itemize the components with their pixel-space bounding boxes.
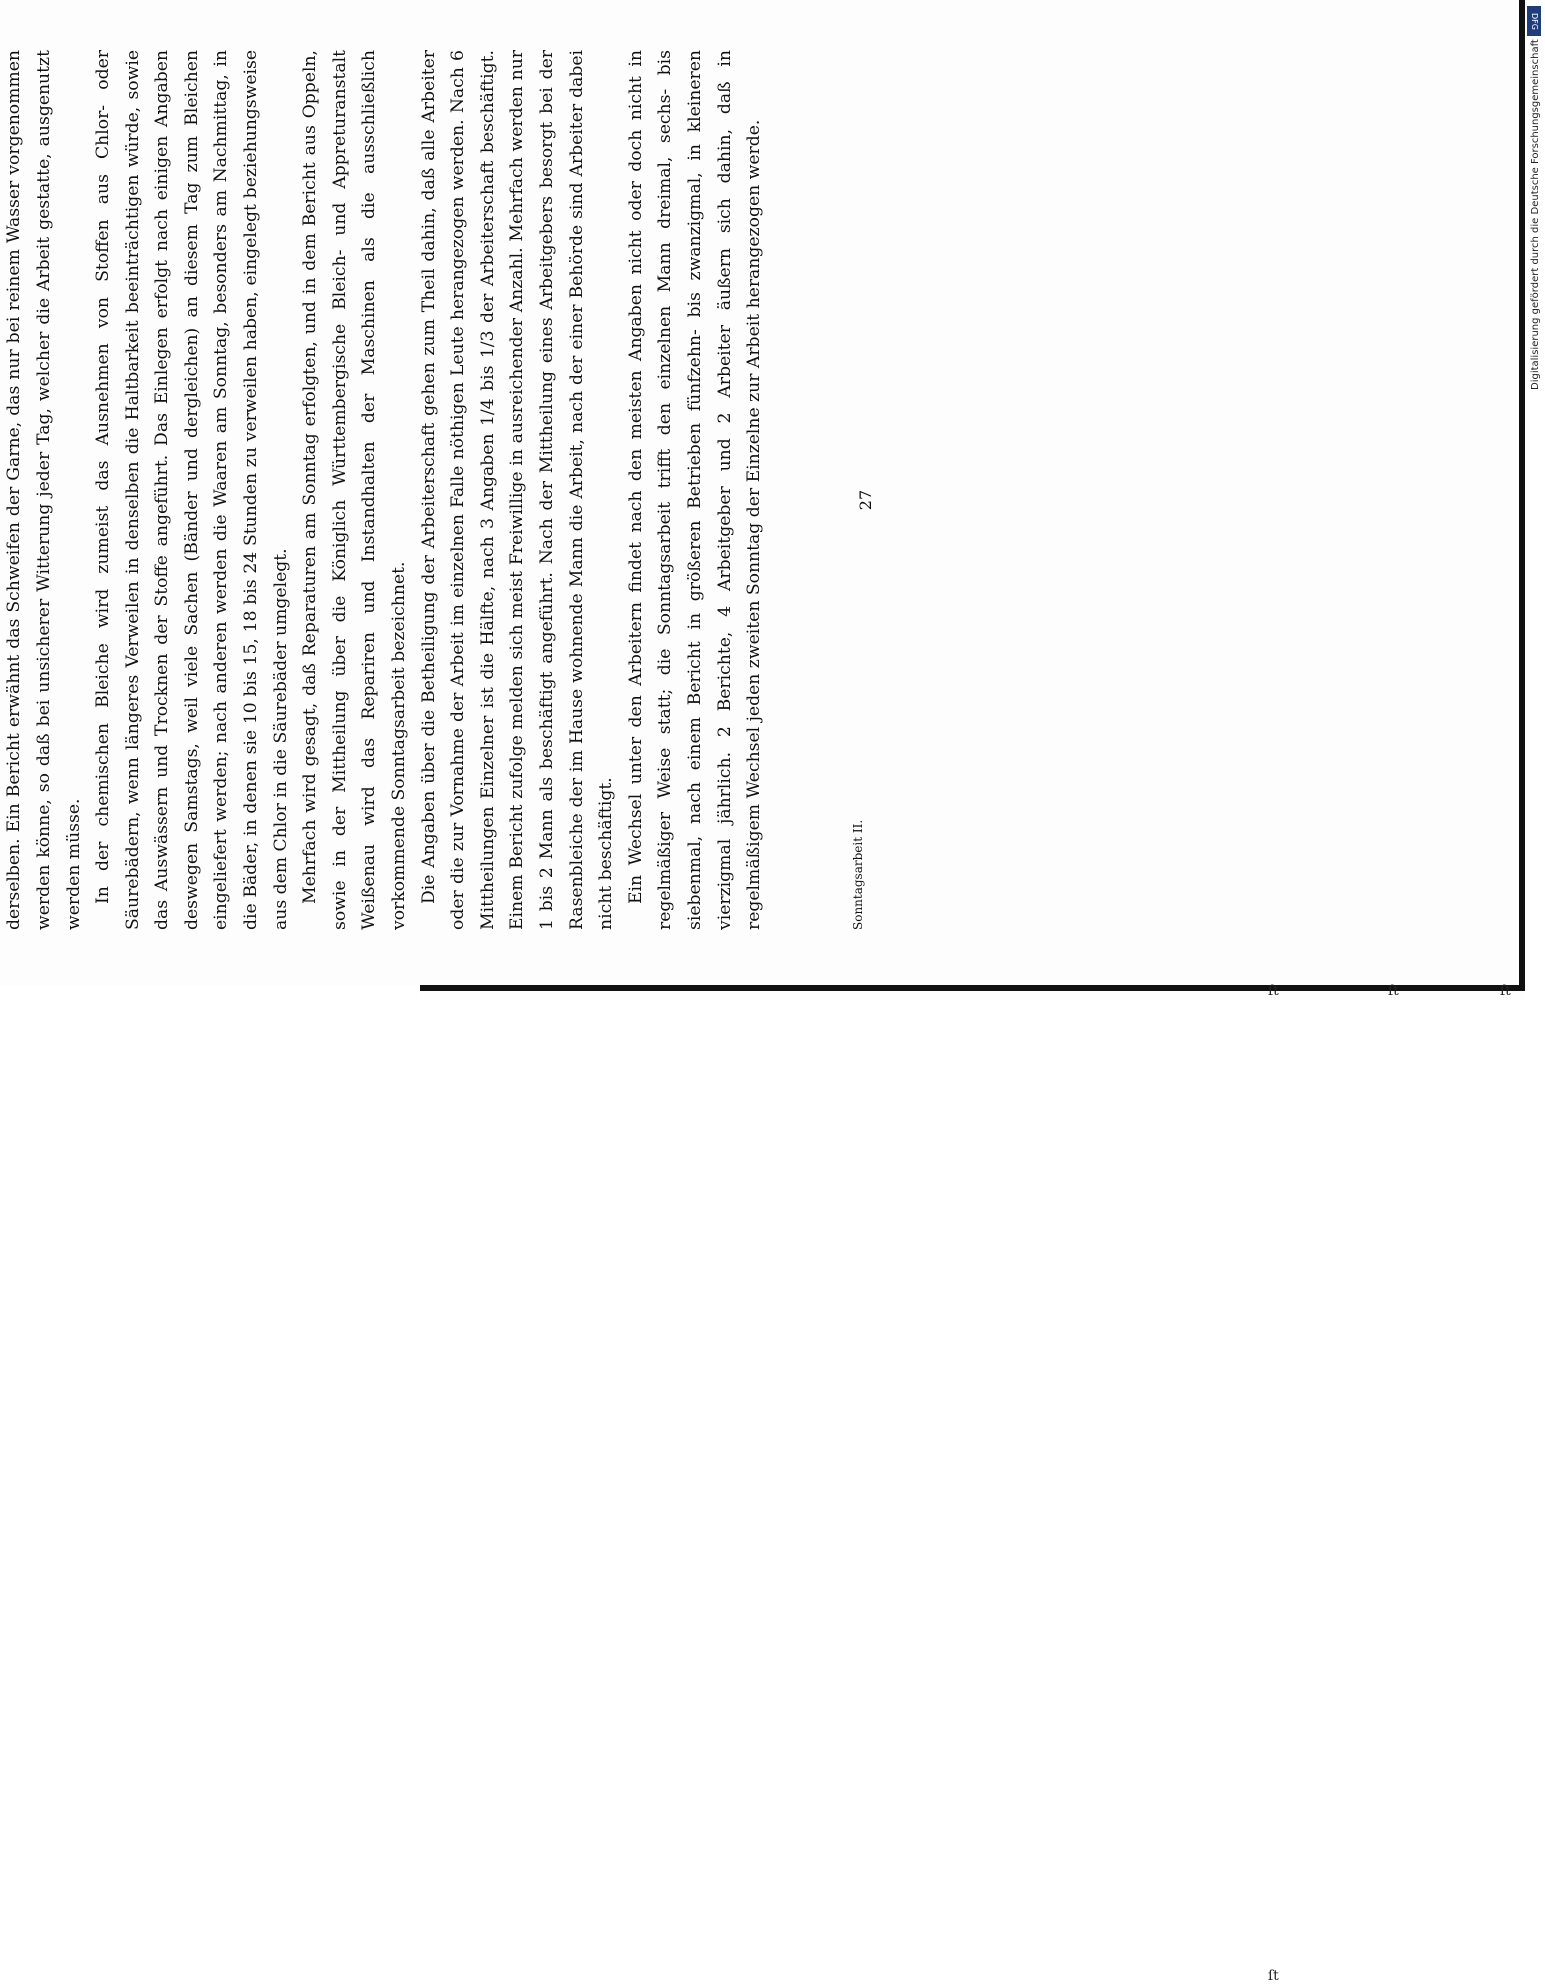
gutter-glyph: ſt <box>1388 983 1399 999</box>
paragraph: Ein Wechsel unter den Arbeitern findet nach den meisten Angaben nicht oder doch nicht in regelmäßiger Weise statt; die Sonntagsarbeit trifft den einzelnen Mann dreimal, sechs- bis siebenmal, nach einem Bericht in größeren Betrieben fünfzehn- bis zwanzigmal, in kleineren vierzigmal jährlich. 2 Berichte, 4 Arbeitgeber und 2 Arbeiter äußern sich dahin, daß in regelmäßigem Wechsel jeden zweiten Sonntag der Einzelne zur Arbeit herangezogen werde. <box>625 50 765 930</box>
gutter-glyph: ſt <box>1500 983 1511 999</box>
footer-page-number: 27 <box>856 489 875 511</box>
paragraph: Mehrfach wird gesagt, daß Reparaturen am Sonntag erfolgten, und in dem Bericht aus Oppeln, sowie in der Mittheilung über die Königlich Württembergische Bleich- und Appreturanstalt Weißenau wird das Repariren und Instandhalten der Maschinen als die ausschließlich vorkommende Sonntagsarbeit bezeichnet. <box>300 50 410 930</box>
gutter-glyph: ſt <box>1268 983 1279 999</box>
body-text <box>0 50 770 930</box>
gutter <box>0 985 1279 1984</box>
paragraph: derselben. Ein Bericht erwähnt das Schweifen der Garne, das nur bei reinem Wasser vorgenommen werden könne, so daß bei unsicherer Witterung jeder Tag, welcher die Arbeit gestatte, ausgenutzt werden müsse. <box>4 50 84 930</box>
paragraph: Die Angaben über die Betheiligung der Arbeiterschaft gehen zum Theil dahin, daß alle Arbeiter oder die zur Vornahme der Arbeit im einzelnen Falle nöthigen Leute herangezogen werden. Nach 6 Mittheilungen Einzelner ist die Hälfte, nach 3 Angaben 1/4 bis 1/3 der Arbeiterschaft beschäftigt. Einem Bericht zufolge melden sich meist Freiwillige in ausreichender Anzahl. Mehrfach werden nur 1 bis 2 Mann als beschäftigt angeführt. Nach der Mittheilung eines Arbeitgebers besorgt bei der Rasenbleiche der im Hause wohnende Mann die Arbeit, nach der einer Behörde sind Arbeiter dabei nicht beschäftigt. <box>418 50 617 930</box>
page-content <box>0 0 1001 1000</box>
footer-signature: Sonntagsarbeit II. <box>851 819 865 930</box>
dfg-credit: Digitalisierung gefördert durch die Deutsche Forschungsgemeinschaft <box>1530 39 1541 390</box>
gutter-glyph: ſt <box>1268 1968 1279 1984</box>
dfg-logo: DFG <box>1527 6 1541 36</box>
paragraph: In der chemischen Bleiche wird zumeist das Ausnehmen von Stoffen aus Chlor- oder Säurebädern, wenn längeres Verweilen in denselben die Haltbarkeit beeinträchtigen würde, sowie das Auswässern und Trocknen der Stoffe angeführt. Das Einlegen erfolgt nach einigen Angaben deswegen Samstags, weil viele Sachen (Bänder und dergleichen) an diesem Tag zum Bleichen eingeliefert werden; nach anderen werden die Waaren am Sonntag, besonders am Nachmittag, in die Bäder, in denen sie 10 bis 15, 18 bis 24 Stunden zu verweilen haben, eingelegt beziehungsweise aus dem Chlor in die Säurebäder umgelegt. <box>93 50 291 930</box>
page-bottom-rule <box>420 985 1525 991</box>
rotated-page <box>0 0 1000 1000</box>
